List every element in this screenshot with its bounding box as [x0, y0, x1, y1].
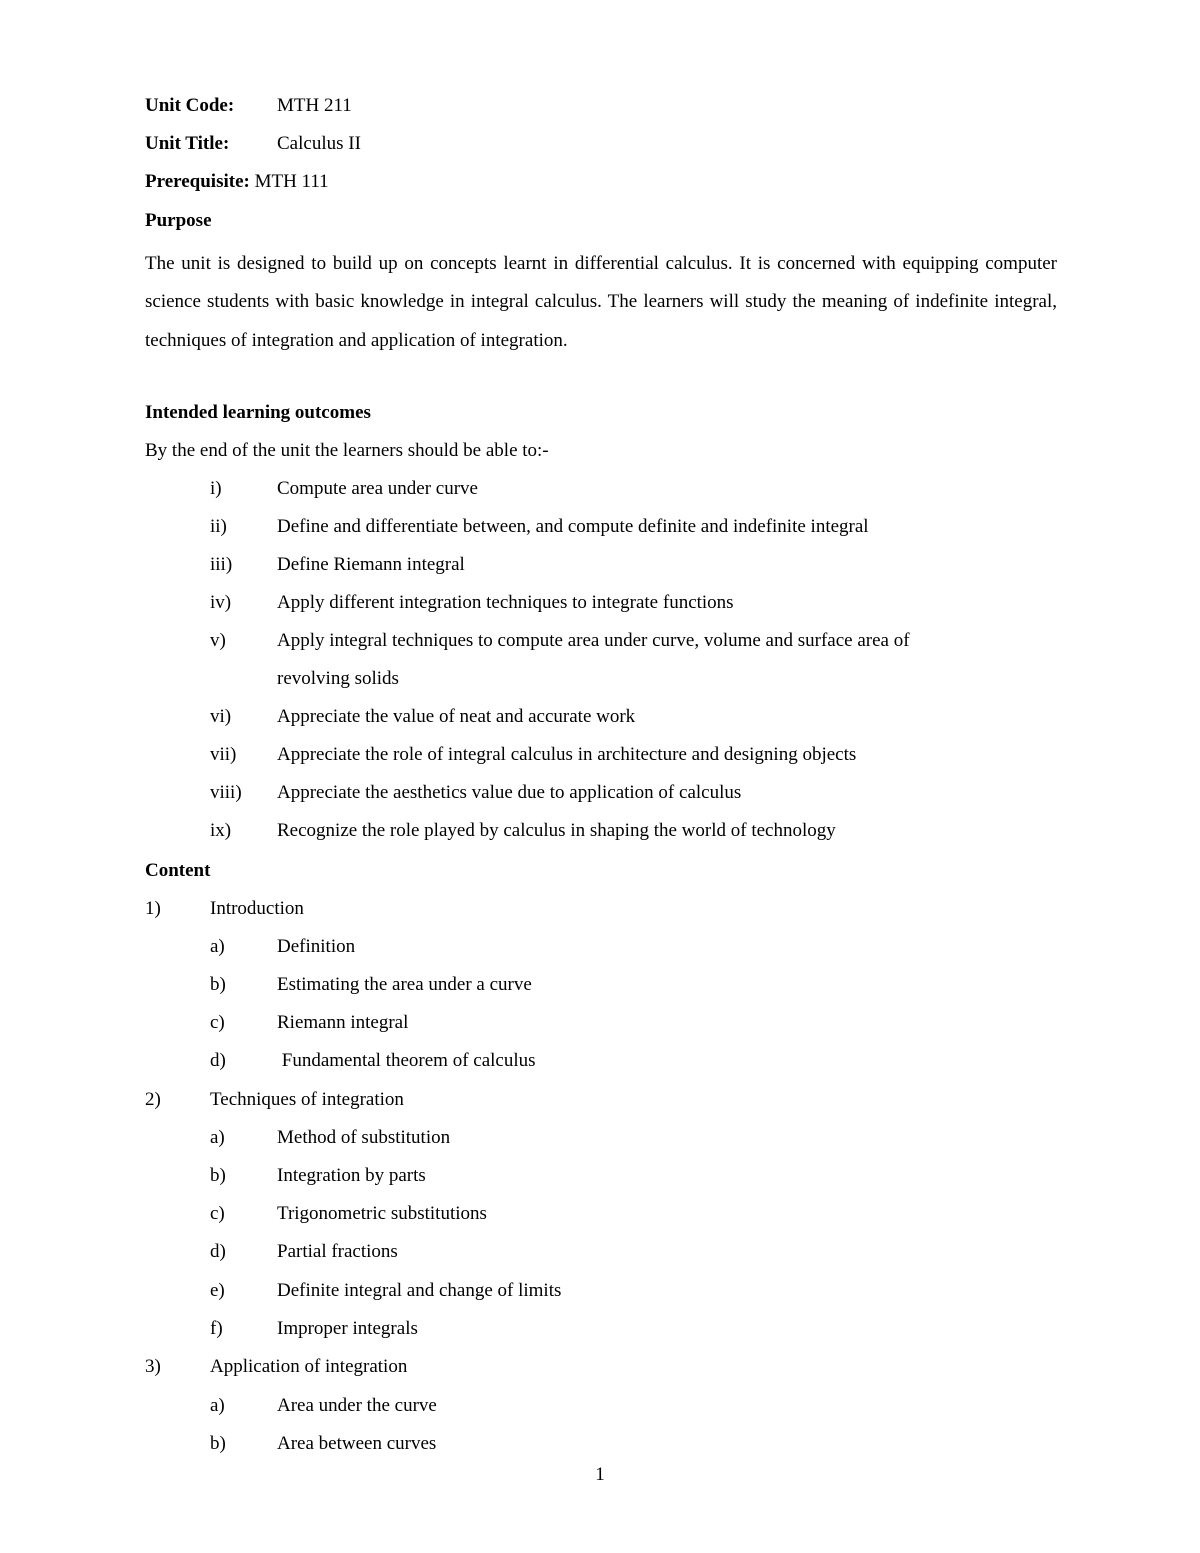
- outcome-text: Define Riemann integral: [277, 554, 465, 575]
- outcome-text-continued: revolving solids: [277, 668, 399, 689]
- content-item-letter: a): [210, 936, 225, 957]
- unit-code-row: [145, 93, 352, 119]
- purpose-heading: Purpose: [145, 210, 212, 231]
- outcome-text: Recognize the role played by calculus in shaping the world of technology: [277, 820, 836, 841]
- outcomes-heading: Intended learning outcomes: [145, 402, 371, 423]
- content-item-text: Partial fractions: [277, 1241, 398, 1262]
- content-item-text: Area between curves: [277, 1433, 437, 1454]
- content-item-text: Improper integrals: [277, 1318, 418, 1339]
- outcome-number: ix): [210, 820, 232, 841]
- prerequisite-value: MTH 111: [254, 171, 329, 192]
- outcome-number: iv): [210, 592, 232, 613]
- unit-title-label: Unit Title:: [145, 133, 230, 154]
- prerequisite-label: Prerequisite:: [145, 171, 250, 192]
- content-item-text: Trigonometric substitutions: [277, 1203, 487, 1224]
- outcome-text: Compute area under curve: [277, 478, 478, 499]
- outcome-number: vii): [210, 744, 237, 765]
- outcome-text: Appreciate the aesthetics value due to application of calculus: [277, 782, 742, 803]
- prerequisite-row: [145, 169, 329, 195]
- outcomes-intro: By the end of the unit the learners should be able to:-: [145, 440, 549, 461]
- outcome-number: v): [210, 630, 226, 651]
- content-item-letter: d): [210, 1241, 226, 1262]
- content-item-text: Definition: [277, 936, 356, 957]
- content-item-letter: e): [210, 1280, 225, 1301]
- content-item-text: Definite integral and change of limits: [277, 1280, 562, 1301]
- content-item-letter: a): [210, 1395, 225, 1416]
- section-number: 1): [145, 898, 161, 919]
- content-item-letter: a): [210, 1127, 225, 1148]
- outcome-text: Appreciate the role of integral calculus in architecture and designing objects: [277, 744, 857, 765]
- unit-title-row: [145, 131, 361, 157]
- content-item-text: Area under the curve: [277, 1395, 437, 1416]
- content-item-letter: d): [210, 1050, 226, 1071]
- unit-code-label: Unit Code:: [145, 95, 235, 116]
- content-item-letter: b): [210, 1165, 226, 1186]
- content-item-text: Riemann integral: [277, 1012, 409, 1033]
- content-item-letter: c): [210, 1012, 225, 1033]
- outcome-number: ii): [210, 516, 227, 537]
- content-item-text: Fundamental theorem of calculus: [277, 1050, 536, 1071]
- outcome-number: i): [210, 478, 222, 499]
- outcome-text: Apply integral techniques to compute area under curve, volume and surface area of: [277, 630, 910, 651]
- page-number: 1: [595, 1464, 605, 1485]
- content-item-letter: c): [210, 1203, 225, 1224]
- content-item-text: Estimating the area under a curve: [277, 974, 532, 995]
- content-item-text: Method of substitution: [277, 1127, 451, 1148]
- purpose-paragraph: The unit is designed to build up on concepts learnt in differential calculus. It is concerned with equipping computer science students with basic knowledge in integral calculus. The learners will study the meaning of indefinite integral, techniques of integration and application of integration.: [145, 253, 1057, 351]
- section-number: 3): [145, 1356, 161, 1377]
- unit-title-value: Calculus II: [277, 133, 361, 154]
- content-heading: Content: [145, 860, 211, 881]
- section-title: Application of integration: [210, 1356, 408, 1377]
- section-title: Techniques of integration: [210, 1089, 404, 1110]
- content-item-letter: b): [210, 974, 226, 995]
- unit-code-value: MTH 211: [277, 95, 352, 116]
- content-item-letter: b): [210, 1433, 226, 1454]
- content-item-text: Integration by parts: [277, 1165, 426, 1186]
- outcome-number: viii): [210, 782, 242, 803]
- outcome-text: Appreciate the value of neat and accurate work: [277, 706, 636, 727]
- outcome-number: iii): [210, 554, 233, 575]
- section-title: Introduction: [210, 898, 304, 919]
- section-number: 2): [145, 1089, 161, 1110]
- outcome-text: Define and differentiate between, and compute definite and indefinite integral: [277, 516, 869, 537]
- outcome-number: vi): [210, 706, 232, 727]
- content-item-letter: f): [210, 1318, 223, 1339]
- outcome-text: Apply different integration techniques to integrate functions: [277, 592, 734, 613]
